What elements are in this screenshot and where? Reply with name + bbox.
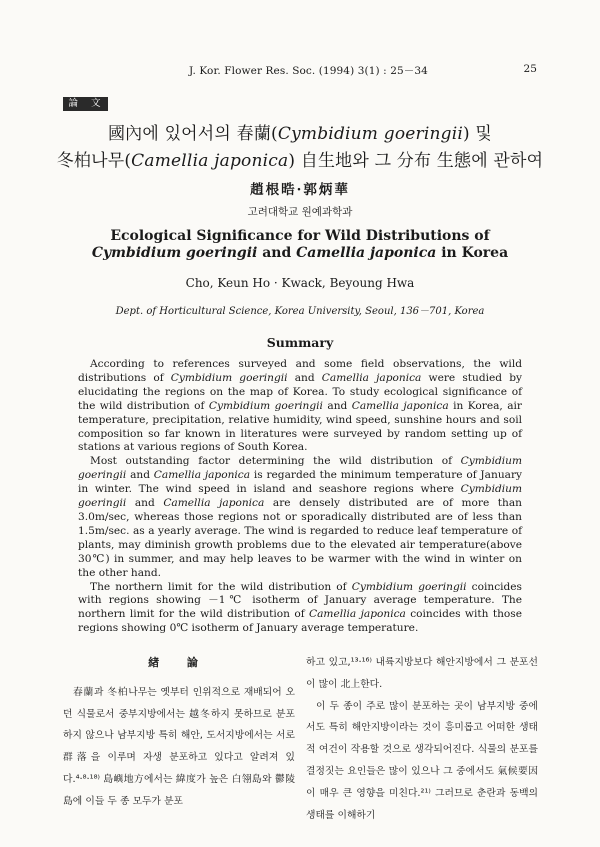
korean-authors: 趙根晧·郭炳華: [250, 182, 350, 198]
english-title-line-1: Ecological Significance for Wild Distributions of: [110, 228, 490, 244]
intro-paragraph-2: 이 두 종이 주로 많이 분포하는 곳이 남부지방 중에서도 특히 해안지방이라는 것이 흥미롭고 어떠한 생태적 여건이 작용할 것으로 생각되어진다. 식물의 분포를 결정짓는 요인들은 많이 있으나 그 중에서도 氣候要因이 매우 큰 영향을 미친다.²¹⁾ 그러므로 춘란과 동백의 생태를 이해하기: [306, 700, 538, 821]
korean-title-line-2: 冬柏나무(Camellia japonica) 自生地와 그 分布 生態에 관하여: [56, 151, 544, 171]
english-authors: Cho, Keun Ho · Kwack, Beyoung Hwa: [185, 276, 415, 290]
article-type-badge: 論 文: [63, 97, 108, 111]
summary-abstract: [78, 358, 522, 636]
introduction-heading: 緖 論: [148, 656, 210, 669]
summary-paragraph-3: The northern limit for the wild distribution of Cymbidium goeringii coincides with regions showing －1℃ isotherm of January average temperature. The northern limit for the wild distribution of Camellia japonica coincides with those regions showing 0℃ isotherm of January average temperature.: [78, 580, 523, 635]
body-column-left: [63, 652, 295, 813]
intro-paragraph-1: 春蘭과 冬柏나무는 옛부터 인위적으로 재배되어 오던 식물로서 중부지방에서는 越冬하지 못하므로 분포하지 않으나 남부지방 특히 해안, 도서지방에서는 서로 群落을 이루며 자생 분포하고 있다고 알려져 있다.⁴·⁸·¹⁸⁾ 島嶼地方에서는 緯度가 높은 白翎島와 鬱陵島에 이들 두 종 모두가 분포: [63, 686, 295, 807]
english-title-line-2: Cymbidium goeringii and Camellia japonica in Korea: [91, 245, 509, 261]
body-column-right: [306, 652, 538, 826]
korean-affiliation: 고려대학교 원예과학과: [247, 206, 353, 218]
korean-title-line-1: 國內에 있어서의 春蘭(Cymbidium goeringii) 및: [107, 124, 493, 144]
page-number: 25: [523, 63, 537, 75]
summary-heading: Summary: [266, 335, 334, 350]
english-affiliation: Dept. of Horticultural Science, Korea University, Seoul, 136－701, Korea: [115, 306, 485, 317]
intro-paragraph-1-continued: 하고 있고,¹³·¹⁶⁾ 내륙지방보다 해안지방에서 그 분포선이 많이 北上한다.: [306, 657, 538, 690]
journal-citation: J. Kor. Flower Res. Soc. (1994) 3(1) : 25－34: [189, 65, 428, 77]
summary-paragraph-1: According to references surveyed and some field observations, the wild distributions of Cymbidium goeringii and Camellia japonica were studied by elucidating the regions on the map of Korea. To study ecological significance of the wild distribution of Cymbidium goeringii and Camellia japonica in Korea, air temperature, precipitation, relative humidity, wind speed, sunshine hours and soil composition so far known in literatures were surveyed by random setting up of stations at various regions of South Korea.: [78, 358, 522, 454]
summary-paragraph-2: Most outstanding factor determining the wild distribution of Cymbidium goeringii and Camellia japonica is regarded the minimum temperature of January in winter. The wind speed in island and seashore regions where Cymbidium goeringii and Camellia japonica are densely distributed are of more than 3.0m/sec, whereas those regions not or sporadically distributed are of less than 1.5m/sec. as a yearly average. The wind is regarded to reduce leaf temperature of plants, may diminish growth problems due to the elevated air temperature(above 30℃) in summer, and may help leaves to be warmer with the wind in winter on the other hand.: [78, 455, 523, 579]
